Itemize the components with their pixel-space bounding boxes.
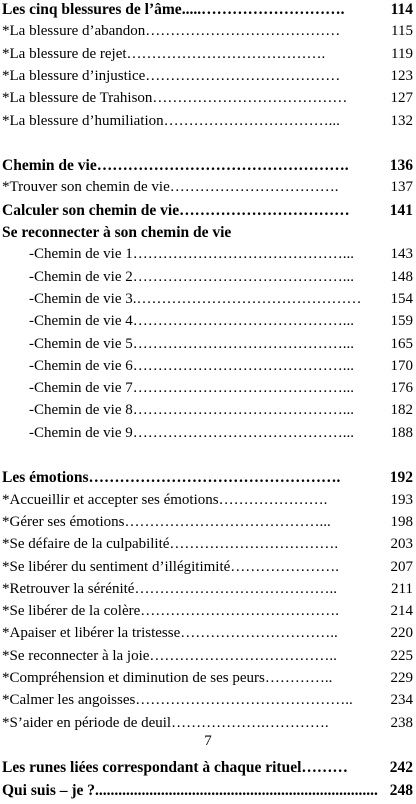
toc-entry-title: -Chemin de vie 4……………………………………... (29, 313, 354, 330)
page-number: 7 (204, 733, 212, 749)
toc-entry (2, 469, 413, 491)
toc-entry-title: -Chemin de vie 2……………………………………... (29, 268, 354, 285)
toc-entry-page: 114 (390, 1, 413, 18)
toc-entry (2, 90, 413, 112)
toc-entry-title: Chemin de vie…………………………………………. (2, 157, 349, 175)
toc-entry-page: 211 (391, 580, 413, 597)
toc-entry (2, 246, 413, 268)
toc-entry-page: 248 (389, 781, 413, 799)
toc-entry-title: *Accueillir et accepter ses émotions…………………. (2, 491, 328, 508)
toc-entry-page: 137 (390, 179, 413, 196)
toc-entry (2, 648, 413, 670)
toc-entry-page: 170 (390, 357, 413, 374)
toc-entry (2, 113, 413, 135)
toc-entry-page: 192 (389, 469, 413, 487)
toc-entry-page: 238 (390, 714, 413, 731)
toc-entry (2, 269, 413, 291)
toc-entry-page: 198 (390, 513, 413, 530)
toc-entry-title: Les runes liées correspondant à chaque rituel……… (2, 759, 348, 777)
toc-entry-title: -Chemin de vie 7……………………………………... (29, 380, 354, 397)
toc-entry (2, 202, 413, 224)
toc-entry (2, 46, 413, 68)
toc-entry-page: 143 (390, 246, 413, 263)
toc-entry-page: 127 (390, 90, 413, 107)
toc-entry-title: -Chemin de vie 1……………………………………... (29, 246, 354, 263)
toc-entry (2, 782, 413, 804)
toc-entry (2, 603, 413, 625)
toc-entry-page: 119 (391, 45, 413, 62)
toc-entry-title: Qui suis – je ?......................................................................... (2, 781, 378, 799)
toc-entry-page: 154 (390, 290, 413, 307)
toc-entry (2, 358, 413, 380)
toc-entry (2, 23, 413, 45)
toc-entry (2, 492, 413, 514)
toc-entry-page: 115 (391, 23, 413, 40)
toc-entry (2, 380, 413, 402)
toc-entry-title: -Chemin de vie 3.……………………………………… (29, 290, 362, 307)
toc-entry-title: Se reconnecter à son chemin de vie (2, 224, 232, 241)
toc-entry-title: *Trouver son chemin de vie……………………………. (2, 179, 339, 196)
toc-entry-page: 141 (389, 201, 413, 219)
toc-entry-page: 176 (390, 380, 413, 397)
toc-entry-title: *La blessure de Trahison………………………………… (2, 90, 348, 107)
toc-entry-title: -Chemin de vie 6……………………………………... (29, 357, 354, 374)
toc-entry-title: *Gérer ses émotions…………………………………... (2, 513, 331, 530)
toc-entry-title: -Chemin de vie 8……………………………………... (29, 402, 354, 419)
toc-entry (2, 581, 413, 603)
toc-entry-title: *Se libérer du sentiment d’illégitimité…………………. (2, 558, 340, 575)
toc-entry (2, 759, 413, 781)
toc-entry-title: *Retrouver la sérénité………………………………….. (2, 580, 337, 597)
toc-entry-page: 132 (390, 112, 413, 129)
toc-entry-title: *Se reconnecter à la joie……………………………….. (2, 647, 337, 664)
toc-entry (2, 425, 413, 447)
toc-entry-page: 188 (390, 424, 413, 441)
toc-entry-title: -Chemin de vie 5……………………………………... (29, 335, 354, 352)
toc-entry-title: *Calmer les angoisses…………………………………….. (2, 692, 353, 709)
toc-entry-title: *Se défaire de la culpabilité……………………………. (2, 536, 339, 553)
toc-entry-title: -Chemin de vie 9……………………………………... (29, 424, 354, 441)
toc-entry-title: *Se libérer de la colère…………………………………. (2, 603, 340, 620)
toc-entry-title: *Apaiser et libérer la tristesse………………………….. (2, 625, 338, 642)
toc-entry-page: 136 (389, 157, 413, 175)
toc-entry-title: Calculer son chemin de vie…………………………… (2, 201, 350, 219)
toc-entry-title: *La blessure d’abandon………………………………… (2, 23, 341, 40)
toc-entry-page: 123 (390, 67, 413, 84)
toc-entry (2, 692, 413, 714)
toc-entry-page: 182 (390, 402, 413, 419)
toc-entry-title: *La blessure d’injustice………………………………… (2, 67, 341, 84)
toc-entry (2, 291, 413, 313)
toc-entry (2, 157, 413, 179)
toc-entry (2, 1, 413, 23)
toc-entry (2, 536, 413, 558)
toc-entry (2, 179, 413, 201)
toc-entry (2, 625, 413, 647)
toc-entry (2, 670, 413, 692)
toc-entry (2, 68, 413, 90)
toc-entry-title: *La blessure de rejet…………………………………. (2, 45, 326, 62)
toc-entry-page: 148 (390, 268, 413, 285)
toc-entry-page: 242 (389, 759, 413, 777)
toc-entry (2, 514, 413, 536)
toc-entry-page: 159 (390, 313, 413, 330)
toc-entry (2, 402, 413, 424)
toc-entry-page: 229 (390, 670, 413, 686)
toc-entry-title: Les émotions…………………………………………. (2, 469, 341, 487)
toc-entry-title: Les cinq blessures de l’âme.....………………………. (2, 1, 345, 18)
toc-entry-page: 165 (390, 335, 413, 352)
toc-entry-title: *S’aider en période de deuil……………….…………. (2, 714, 329, 731)
toc-entry-page: 234 (390, 692, 413, 709)
toc-entry (2, 336, 413, 358)
toc-entry-title: *Compréhension et diminution de ses peurs………….. (2, 670, 333, 686)
toc-entry-page: 214 (390, 603, 413, 620)
toc-entry (2, 559, 413, 581)
toc-entry-page: 225 (390, 647, 413, 664)
toc-entry-page: 203 (390, 536, 413, 553)
toc-entry (2, 313, 413, 335)
toc-entry (2, 224, 413, 246)
toc-entry-title: *La blessure d’humiliation……………………………... (2, 112, 340, 129)
toc-entry-page: 220 (390, 625, 413, 642)
toc-entry-page: 207 (390, 558, 413, 575)
toc-entry-page: 193 (390, 491, 413, 508)
